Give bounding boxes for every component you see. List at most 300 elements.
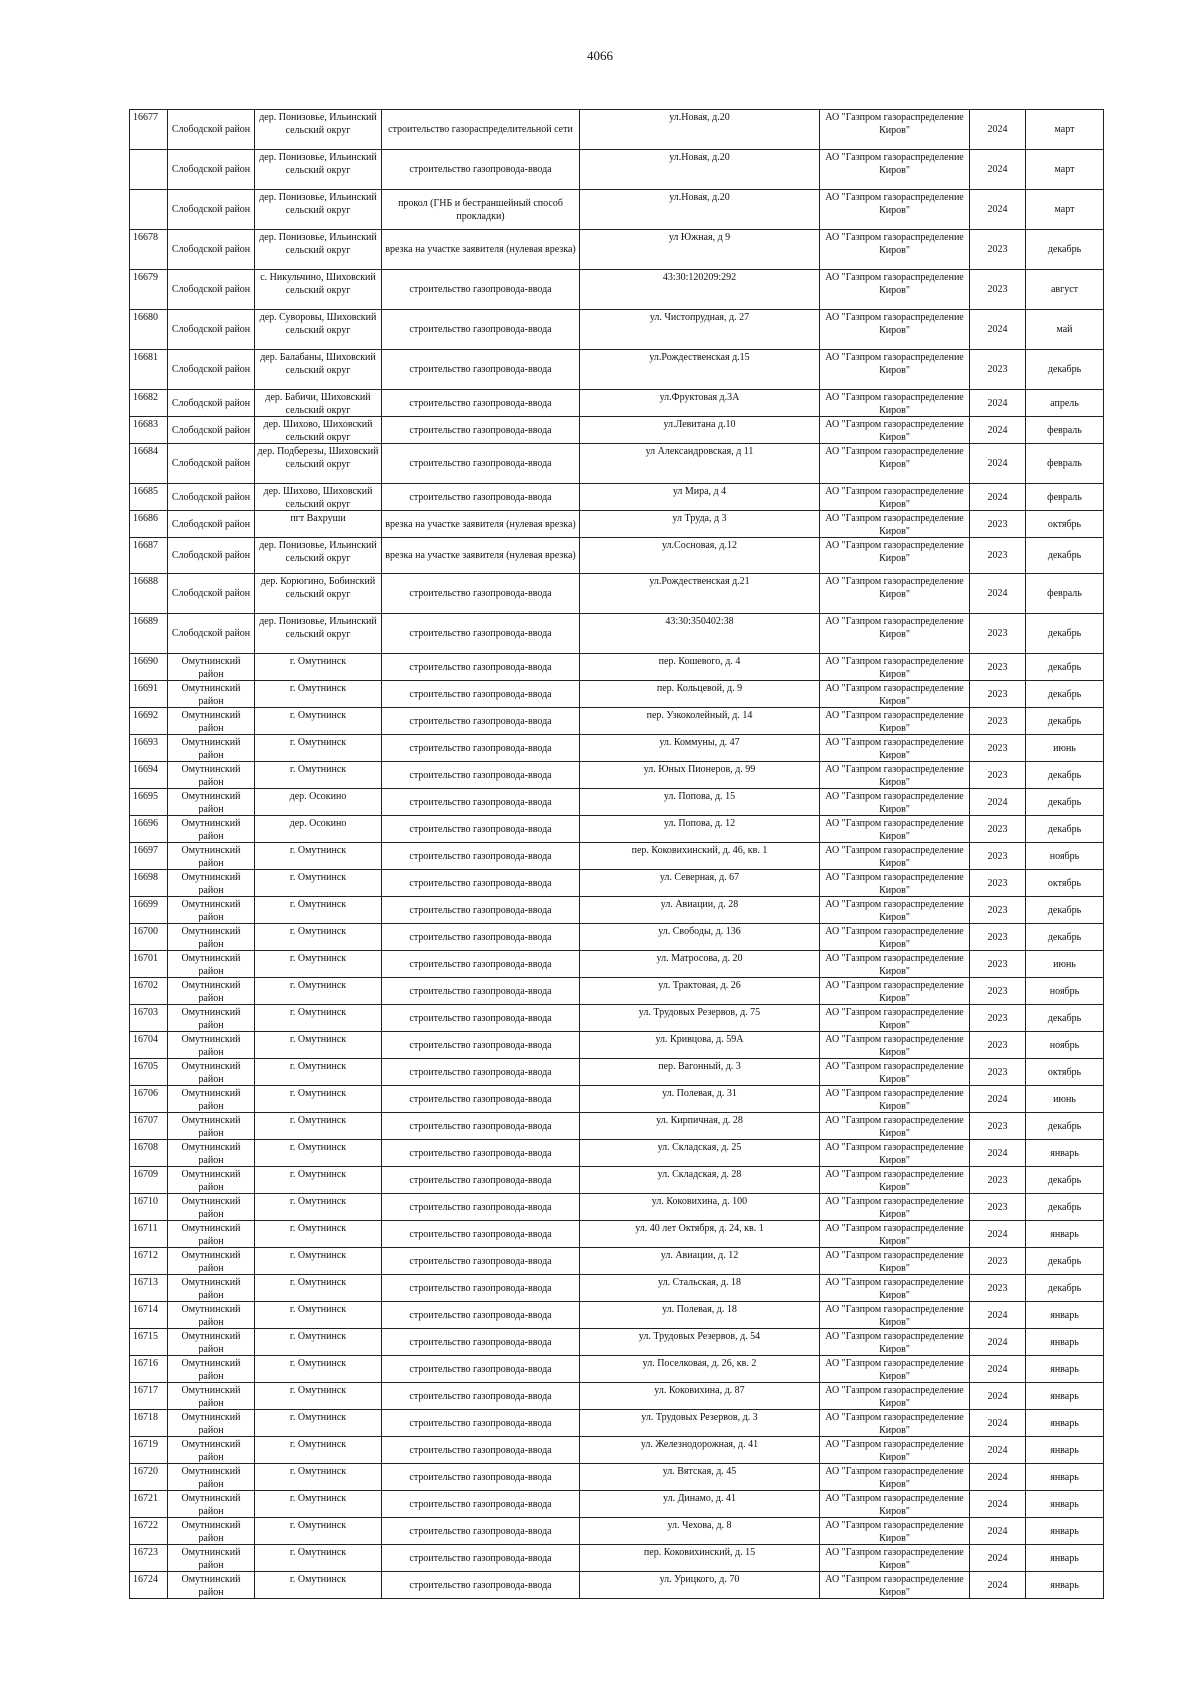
cell-month [1026, 1545, 1104, 1572]
cell-work-type [382, 1248, 580, 1275]
cell-address [580, 1572, 820, 1599]
table-row [130, 1437, 1104, 1464]
cell-year [970, 1437, 1026, 1464]
cell-work-type [382, 444, 580, 484]
cell-district [168, 310, 255, 350]
cell-locality-text: г. Омутнинск [289, 1277, 347, 1288]
cell-number [130, 762, 168, 789]
cell-organization-text: АО "Газпром газораспределение Киров" [825, 791, 964, 814]
cell-district-text: Омутнинский район [181, 1223, 241, 1246]
cell-district [168, 843, 255, 870]
cell-year-text: 2024 [987, 796, 1008, 808]
cell-address-text: ул. Коковихина, д. 87 [654, 1385, 745, 1396]
cell-organization [820, 1437, 970, 1464]
cell-organization [820, 230, 970, 270]
cell-district-text: Омутнинский район [181, 1358, 241, 1381]
cell-work-type-text: строительство газопровода-ввода [409, 424, 552, 436]
cell-address-text: 43:30:350402:38 [665, 616, 734, 627]
table-row [130, 444, 1104, 484]
cell-year [970, 150, 1026, 190]
cell-organization [820, 1275, 970, 1302]
cell-locality [255, 762, 382, 789]
cell-district-text: Слободской район [171, 550, 251, 561]
cell-locality [255, 1194, 382, 1221]
cell-work-type [382, 978, 580, 1005]
cell-organization-text: АО "Газпром газораспределение Киров" [825, 1007, 964, 1030]
cell-year [970, 897, 1026, 924]
cell-organization [820, 110, 970, 150]
cell-address [580, 654, 820, 681]
cell-address-text: 43:30:120209:292 [662, 272, 737, 283]
cell-address-text: пер. Кошевого, д. 4 [658, 656, 741, 667]
cell-number-text: 16724 [133, 1574, 158, 1585]
cell-number [130, 1356, 168, 1383]
cell-number [130, 574, 168, 614]
cell-number [130, 870, 168, 897]
cell-district [168, 735, 255, 762]
cell-year-text: 2023 [987, 1282, 1008, 1294]
cell-locality-text: г. Омутнинск [289, 1115, 347, 1126]
cell-year [970, 190, 1026, 230]
cell-year-text: 2024 [987, 1444, 1008, 1456]
cell-organization-text: АО "Газпром газораспределение Киров" [825, 540, 964, 564]
cell-work-type-text: строительство газопровода-ввода [409, 1336, 552, 1348]
cell-district [168, 1167, 255, 1194]
cell-organization [820, 1410, 970, 1437]
cell-number-text: 16687 [133, 540, 158, 551]
cell-district [168, 150, 255, 190]
cell-organization [820, 897, 970, 924]
cell-district-text: Слободской район [171, 164, 251, 175]
cell-locality-text: дер. Шихово, Шиховский сельский округ [263, 419, 373, 442]
cell-work-type [382, 1572, 580, 1599]
cell-address [580, 150, 820, 190]
cell-locality [255, 1491, 382, 1518]
cell-month [1026, 1221, 1104, 1248]
table-row [130, 1248, 1104, 1275]
cell-district [168, 1221, 255, 1248]
cell-address-text: ул. Динамо, д. 41 [663, 1493, 736, 1504]
cell-number [130, 614, 168, 654]
cell-organization-text: АО "Газпром газораспределение Киров" [825, 576, 964, 600]
table-row [130, 1383, 1104, 1410]
cell-number-text: 16683 [133, 419, 158, 430]
cell-month [1026, 350, 1104, 390]
cell-locality [255, 1545, 382, 1572]
cell-address-text: ул. Чехова, д. 8 [667, 1520, 732, 1531]
cell-district-text: Слободской район [171, 628, 251, 639]
table-row [130, 735, 1104, 762]
cell-year-text: 2023 [987, 1255, 1008, 1267]
cell-address-text: ул. Складская, д. 28 [657, 1169, 742, 1180]
cell-year-text: 2024 [987, 1498, 1008, 1510]
cell-locality-text: г. Омутнинск [289, 764, 347, 775]
cell-year-text: 2023 [987, 931, 1008, 943]
cell-address-text: ул. Кирпичная, д. 28 [656, 1115, 743, 1126]
cell-month-text: октябрь [1047, 518, 1082, 530]
cell-district-text: Омутнинский район [181, 1277, 241, 1300]
cell-number [130, 1086, 168, 1113]
cell-address [580, 538, 820, 574]
cell-number [130, 110, 168, 150]
cell-work-type [382, 1383, 580, 1410]
cell-year-text: 2023 [987, 904, 1008, 916]
table-row [130, 1086, 1104, 1113]
cell-address [580, 789, 820, 816]
cell-locality-text: г. Омутнинск [289, 1574, 347, 1585]
cell-locality-text: дер. Понизовье, Ильинский сельский округ [259, 112, 377, 136]
cell-month-text: январь [1050, 1336, 1079, 1348]
cell-organization [820, 417, 970, 444]
cell-address-text: ул.Рождественская д.21 [649, 576, 750, 587]
cell-address-text: ул. Урицкого, д. 70 [659, 1574, 740, 1585]
cell-work-type [382, 350, 580, 390]
cell-work-type-text: строительство газопровода-ввода [409, 688, 552, 700]
cell-year [970, 1491, 1026, 1518]
cell-month [1026, 1572, 1104, 1599]
cell-work-type-text: строительство газопровода-ввода [409, 796, 552, 808]
cell-locality-text: г. Омутнинск [289, 926, 347, 937]
cell-year [970, 1383, 1026, 1410]
cell-district-text: Омутнинский район [181, 1493, 241, 1516]
cell-number-text: 16690 [133, 656, 158, 667]
cell-work-type [382, 538, 580, 574]
cell-organization [820, 1383, 970, 1410]
table-row [130, 1221, 1104, 1248]
cell-work-type-text: врезка на участке заявителя (нулевая врезка) [385, 550, 576, 561]
cell-organization [820, 1572, 970, 1599]
cell-address [580, 417, 820, 444]
table-row [130, 310, 1104, 350]
cell-organization-text: АО "Газпром газораспределение Киров" [825, 616, 964, 640]
cell-year-text: 2024 [987, 164, 1008, 175]
cell-year [970, 735, 1026, 762]
cell-number [130, 1113, 168, 1140]
cell-month-text: январь [1050, 1498, 1079, 1510]
cell-locality [255, 951, 382, 978]
cell-year [970, 1248, 1026, 1275]
cell-month-text: март [1054, 124, 1075, 135]
cell-work-type-text: строительство газопровода-ввода [409, 324, 552, 335]
cell-year [970, 350, 1026, 390]
cell-month-text: май [1056, 324, 1073, 335]
cell-organization-text: АО "Газпром газораспределение Киров" [825, 1520, 964, 1543]
cell-work-type [382, 870, 580, 897]
cell-number-text: 16684 [133, 446, 158, 457]
cell-address-text: ул. Поселковая, д. 26, кв. 2 [642, 1358, 757, 1369]
cell-district [168, 978, 255, 1005]
cell-year [970, 110, 1026, 150]
cell-work-type [382, 708, 580, 735]
cell-address-text: ул. Попова, д. 15 [663, 791, 736, 802]
cell-address-text: ул. Вятская, д. 45 [662, 1466, 737, 1477]
cell-work-type [382, 762, 580, 789]
cell-work-type-text: строительство газопровода-ввода [409, 1093, 552, 1105]
cell-locality-text: г. Омутнинск [289, 1169, 347, 1180]
cell-work-type-text: строительство газопровода-ввода [409, 742, 552, 754]
cell-work-type-text: строительство газопровода-ввода [409, 904, 552, 916]
cell-work-type-text: строительство газопровода-ввода [409, 1579, 552, 1591]
cell-address-text: ул. Авиации, д. 12 [660, 1250, 739, 1261]
cell-work-type-text: строительство газопровода-ввода [409, 1390, 552, 1402]
cell-locality [255, 708, 382, 735]
cell-address [580, 190, 820, 230]
cell-locality-text: г. Омутнинск [289, 1547, 347, 1558]
table-row [130, 1518, 1104, 1545]
cell-number-text: 16680 [133, 312, 158, 323]
cell-year-text: 2024 [987, 1471, 1008, 1483]
cell-address [580, 1410, 820, 1437]
cell-organization-text: АО "Газпром газораспределение Киров" [825, 1331, 964, 1354]
cell-number-text: 16720 [133, 1466, 158, 1477]
cell-number [130, 1302, 168, 1329]
cell-month [1026, 417, 1104, 444]
cell-address [580, 870, 820, 897]
cell-locality [255, 614, 382, 654]
cell-district [168, 1491, 255, 1518]
cell-district [168, 390, 255, 417]
cell-month [1026, 1059, 1104, 1086]
table-row [130, 1491, 1104, 1518]
cell-number-text: 16712 [133, 1250, 158, 1261]
cell-organization-text: АО "Газпром газораспределение Киров" [825, 1358, 964, 1381]
table-row [130, 708, 1104, 735]
cell-district-text: Омутнинский район [181, 1574, 241, 1597]
table-row [130, 843, 1104, 870]
cell-work-type [382, 614, 580, 654]
cell-locality [255, 1518, 382, 1545]
table-row [130, 1005, 1104, 1032]
cell-address [580, 1545, 820, 1572]
cell-organization [820, 444, 970, 484]
cell-month [1026, 310, 1104, 350]
cell-district [168, 708, 255, 735]
cell-address [580, 1518, 820, 1545]
cell-year-text: 2024 [987, 1093, 1008, 1105]
cell-month [1026, 654, 1104, 681]
cell-year-text: 2023 [987, 550, 1008, 561]
cell-locality-text: г. Омутнинск [289, 683, 347, 694]
cell-locality [255, 816, 382, 843]
cell-district-text: Слободской район [171, 458, 251, 469]
cell-month [1026, 1410, 1104, 1437]
cell-district [168, 538, 255, 574]
cell-work-type-text: строительство газопровода-ввода [409, 1309, 552, 1321]
cell-locality-text: г. Омутнинск [289, 1061, 347, 1072]
cell-year [970, 1572, 1026, 1599]
cell-address [580, 1059, 820, 1086]
table-row [130, 897, 1104, 924]
cell-month [1026, 484, 1104, 511]
cell-month [1026, 230, 1104, 270]
cell-address-text: ул. 40 лет Октября, д. 24, кв. 1 [635, 1223, 764, 1234]
cell-locality [255, 789, 382, 816]
cell-month-text: декабрь [1047, 769, 1082, 781]
cell-month-text: декабрь [1047, 904, 1082, 916]
cell-locality [255, 1302, 382, 1329]
cell-locality-text: дер. Понизовье, Ильинский сельский округ [259, 232, 377, 256]
cell-locality-text: г. Омутнинск [289, 1007, 347, 1018]
cell-address [580, 762, 820, 789]
cell-month-text: июнь [1053, 958, 1076, 970]
cell-work-type-text: строительство газопровода-ввода [409, 164, 552, 175]
cell-year [970, 1329, 1026, 1356]
cell-year-text: 2024 [987, 1579, 1008, 1591]
cell-address [580, 484, 820, 511]
cell-number [130, 511, 168, 538]
cell-district-text: Омутнинский район [181, 845, 241, 868]
cell-month [1026, 1329, 1104, 1356]
cell-address [580, 1275, 820, 1302]
cell-organization-text: АО "Газпром газораспределение Киров" [825, 683, 964, 706]
cell-address [580, 843, 820, 870]
cell-month-text: февраль [1047, 424, 1082, 436]
cell-locality [255, 978, 382, 1005]
cell-year-text: 2024 [987, 397, 1008, 409]
cell-year-text: 2023 [987, 1012, 1008, 1024]
cell-year [970, 1194, 1026, 1221]
cell-month-text: декабрь [1047, 796, 1082, 808]
cell-locality-text: дер. Бабичи, Шиховский сельский округ [265, 392, 371, 415]
cell-month-text: декабрь [1047, 715, 1082, 727]
cell-organization [820, 1491, 970, 1518]
cell-district-text: Слободской район [171, 204, 251, 215]
table-row [130, 681, 1104, 708]
cell-year-text: 2023 [987, 244, 1008, 255]
cell-year-text: 2024 [987, 1525, 1008, 1537]
cell-number-text: 16706 [133, 1088, 158, 1099]
cell-year [970, 1140, 1026, 1167]
cell-district-text: Омутнинский район [181, 656, 241, 679]
cell-district-text: Омутнинский район [181, 710, 241, 733]
cell-organization [820, 538, 970, 574]
cell-organization-text: АО "Газпром газораспределение Киров" [825, 152, 964, 176]
cell-month-text: ноябрь [1049, 985, 1080, 997]
cell-locality [255, 843, 382, 870]
cell-locality-text: г. Омутнинск [289, 1304, 347, 1315]
cell-number [130, 1383, 168, 1410]
cell-month-text: октябрь [1047, 1066, 1082, 1078]
cell-district [168, 1518, 255, 1545]
cell-address [580, 1329, 820, 1356]
cell-address [580, 511, 820, 538]
cell-year [970, 614, 1026, 654]
cell-work-type-text: строительство газопровода-ввода [409, 1552, 552, 1564]
cell-month-text: декабрь [1047, 688, 1082, 700]
cell-organization-text: АО "Газпром газораспределение Киров" [825, 1493, 964, 1516]
cell-month-text: ноябрь [1049, 850, 1080, 862]
cell-locality-text: г. Омутнинск [289, 1412, 347, 1423]
cell-work-type [382, 1194, 580, 1221]
cell-number [130, 1491, 168, 1518]
cell-month [1026, 574, 1104, 614]
cell-work-type [382, 511, 580, 538]
cell-work-type-text: строительство газопровода-ввода [409, 458, 552, 469]
cell-number [130, 270, 168, 310]
cell-number-text: 16694 [133, 764, 158, 775]
cell-number-text: 16681 [133, 352, 158, 363]
cell-year [970, 1113, 1026, 1140]
cell-organization [820, 1464, 970, 1491]
cell-district [168, 1437, 255, 1464]
cell-year-text: 2024 [987, 588, 1008, 599]
cell-locality [255, 924, 382, 951]
cell-month-text: январь [1050, 1444, 1079, 1456]
cell-month-text: июнь [1053, 742, 1076, 754]
cell-locality [255, 110, 382, 150]
cell-address [580, 978, 820, 1005]
cell-number-text: 16678 [133, 232, 158, 243]
cell-work-type [382, 789, 580, 816]
cell-work-type [382, 1086, 580, 1113]
cell-organization [820, 1518, 970, 1545]
cell-district-text: Омутнинский район [181, 1439, 241, 1462]
table-row [130, 870, 1104, 897]
cell-locality [255, 444, 382, 484]
cell-work-type [382, 150, 580, 190]
cell-number [130, 1032, 168, 1059]
cell-locality-text: дер. Осокино [289, 791, 347, 802]
cell-locality [255, 270, 382, 310]
cell-work-type [382, 230, 580, 270]
cell-district [168, 870, 255, 897]
cell-organization-text: АО "Газпром газораспределение Киров" [825, 1439, 964, 1462]
cell-district-text: Слободской район [171, 244, 251, 255]
cell-district [168, 444, 255, 484]
cell-district [168, 511, 255, 538]
cell-month [1026, 1437, 1104, 1464]
cell-month-text: декабрь [1047, 244, 1082, 255]
cell-month-text: апрель [1050, 397, 1079, 409]
cell-district-text: Слободской район [171, 364, 251, 375]
cell-address [580, 708, 820, 735]
table-row [130, 1572, 1104, 1599]
cell-district-text: Омутнинский район [181, 1169, 241, 1192]
cell-work-type-text: строительство газопровода-ввода [409, 958, 552, 970]
cell-year-text: 2023 [987, 1066, 1008, 1078]
cell-locality [255, 1356, 382, 1383]
cell-number-text: 16723 [133, 1547, 158, 1558]
cell-month-text: январь [1050, 1552, 1079, 1564]
cell-work-type-text: строительство газопровода-ввода [409, 397, 552, 409]
cell-organization [820, 843, 970, 870]
cell-work-type-text: строительство газопровода-ввода [409, 985, 552, 997]
cell-organization [820, 1221, 970, 1248]
cell-number [130, 417, 168, 444]
cell-year [970, 1059, 1026, 1086]
cell-address-text: ул Мира, д 4 [672, 486, 727, 497]
cell-locality-text: г. Омутнинск [289, 1385, 347, 1396]
cell-month [1026, 735, 1104, 762]
cell-locality-text: г. Омутнинск [289, 845, 347, 856]
table-row [130, 1032, 1104, 1059]
cell-number-text: 16677 [133, 112, 158, 123]
cell-month-text: июнь [1053, 1093, 1076, 1105]
cell-organization-text: АО "Газпром газораспределение Киров" [825, 446, 964, 470]
cell-district-text: Слободской район [171, 324, 251, 335]
cell-month [1026, 789, 1104, 816]
cell-locality-text: пгт Вахруши [290, 513, 346, 524]
cell-district [168, 1545, 255, 1572]
cell-locality [255, 1275, 382, 1302]
cell-address [580, 350, 820, 390]
cell-address [580, 310, 820, 350]
table-row [130, 574, 1104, 614]
cell-address [580, 1464, 820, 1491]
cell-district [168, 1383, 255, 1410]
cell-address [580, 1491, 820, 1518]
cell-organization [820, 310, 970, 350]
